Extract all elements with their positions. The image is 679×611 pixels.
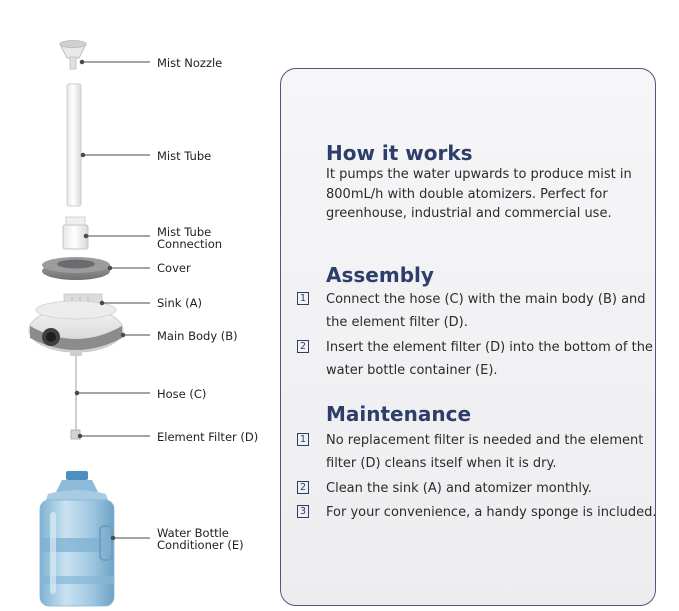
step-number-badge: 1 bbox=[297, 292, 309, 305]
step-number-badge: 2 bbox=[297, 481, 309, 494]
cover-icon bbox=[42, 257, 110, 280]
maintenance-heading: Maintenance bbox=[326, 402, 472, 426]
label-hose: Hose (C) bbox=[157, 387, 207, 401]
mist-tube-icon bbox=[67, 84, 81, 206]
mist-tube-connection-icon bbox=[63, 217, 88, 249]
maintenance-item-text: Clean the sink (A) and atomizer monthly. bbox=[326, 481, 592, 496]
label-mist-tube: Mist Tube bbox=[157, 149, 212, 163]
step-number-badge: 2 bbox=[297, 340, 309, 353]
water-bottle-icon bbox=[40, 471, 114, 606]
step-number-badge: 1 bbox=[297, 433, 309, 446]
label-cover: Cover bbox=[157, 261, 191, 275]
label-mist-tube-connection: Mist Tube Connection bbox=[157, 225, 223, 251]
label-main-body: Main Body (B) bbox=[157, 329, 238, 343]
maintenance-item-text: No replacement filter is needed and the element filter (D) cleans itself when it is dry. bbox=[326, 433, 644, 471]
main-body-icon bbox=[29, 301, 123, 356]
label-mist-nozzle: Mist Nozzle bbox=[157, 56, 223, 70]
label-element-filter: Element Filter (D) bbox=[157, 430, 259, 444]
how-it-works-text: It pumps the water upwards to produce mist in 800mL/h with double atomizers. Perfect for greenhouse, industrial and commercial use. bbox=[326, 167, 632, 221]
label-sink: Sink (A) bbox=[157, 296, 202, 310]
step-number-badge: 3 bbox=[297, 505, 309, 518]
assembly-item-text: Connect the hose (C) with the main body (B) and the element filter (D). bbox=[326, 292, 646, 330]
assembly-heading: Assembly bbox=[326, 263, 434, 287]
exploded-view-diagram bbox=[0, 0, 300, 611]
label-water-bottle: Water Bottle Conditioner (E) bbox=[157, 526, 244, 552]
assembly-item-text: Insert the element filter (D) into the bottom of the water bottle container (E). bbox=[326, 340, 653, 378]
maintenance-item-text: For your convenience, a handy sponge is included. bbox=[326, 505, 657, 520]
how-it-works-heading: How it works bbox=[326, 141, 473, 165]
mist-nozzle-icon bbox=[60, 41, 86, 70]
